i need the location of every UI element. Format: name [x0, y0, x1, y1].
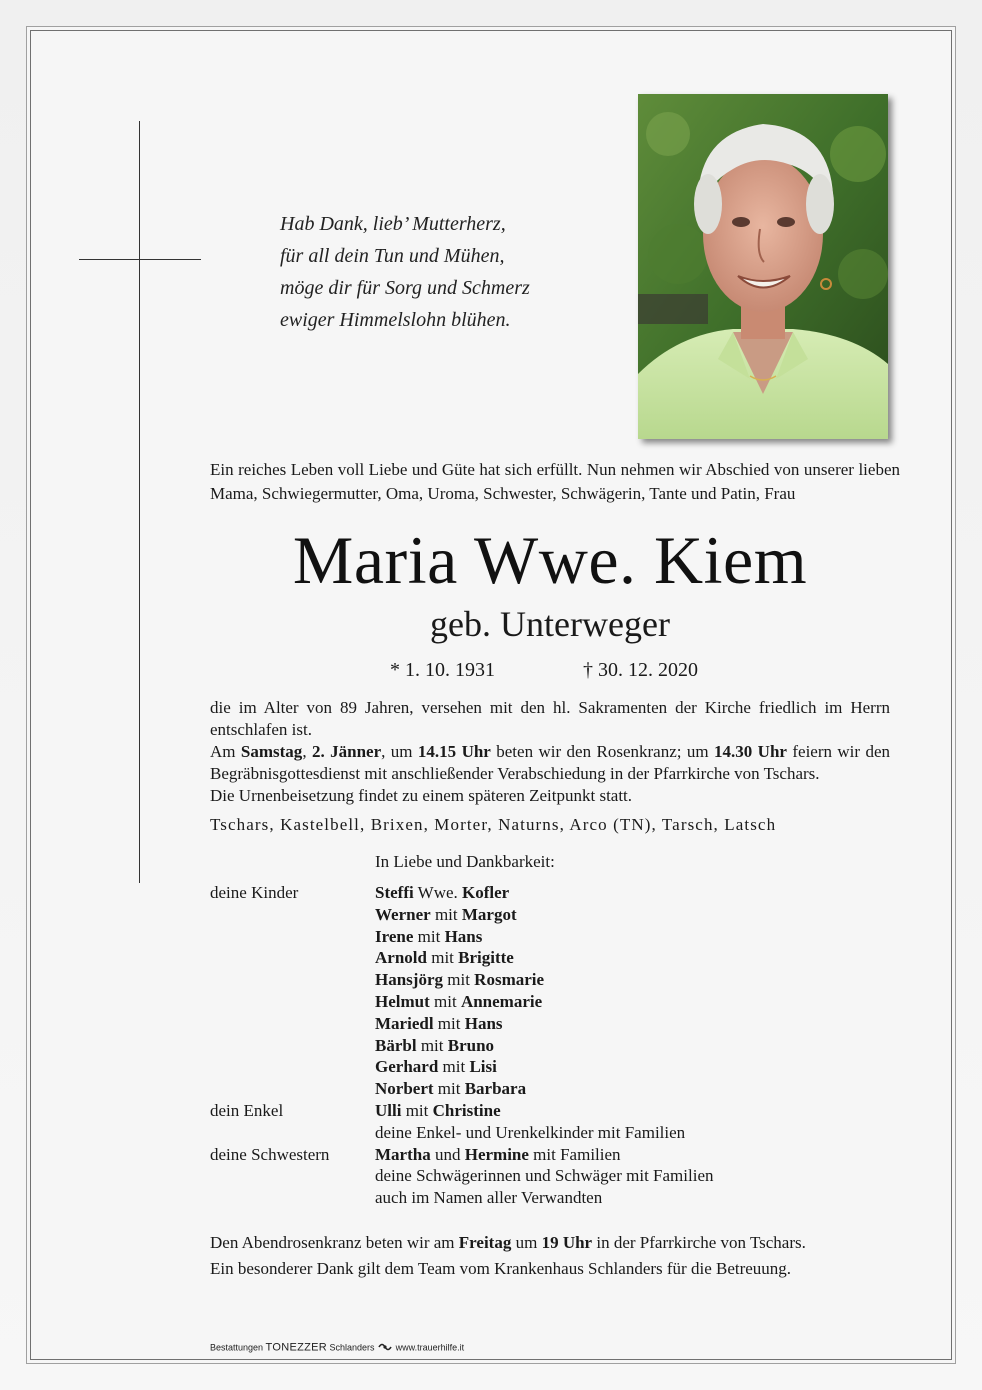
family-member-text: mit — [401, 1100, 433, 1120]
family-member-text: mit — [429, 991, 461, 1011]
text-fragment: feiern wir den Begräbnisgottesdienst mit anschließender Verabschiedung in der Pfarrkirche von Tschars. — [210, 742, 891, 783]
family-member-text: mit — [416, 1035, 448, 1055]
family-member — [375, 947, 714, 969]
age-sentence: die im Alter von 89 Jahren, versehen mit den hl. Sakramenten der Kirche friedlich im Herrn entschlafen ist. — [210, 698, 890, 739]
relation-children: deine Kinder — [210, 883, 299, 902]
poem — [280, 208, 610, 336]
service-sentence — [210, 741, 890, 785]
family-member-name: Hans — [444, 926, 483, 946]
family-member-name: Norbert — [375, 1079, 434, 1099]
text-fragment: , um — [381, 742, 418, 761]
family-member-text: mit — [438, 1057, 470, 1077]
family-member — [375, 969, 714, 991]
family-member — [375, 1100, 714, 1122]
family-member-text: und — [430, 1144, 465, 1164]
family-member — [375, 1056, 714, 1078]
text-fragment: um — [511, 1233, 542, 1252]
funeral-time: 14.30 Uhr — [714, 742, 787, 761]
rosary-evening-time: 19 Uhr — [541, 1233, 593, 1252]
death-date: † 30. 12. 2020 — [583, 659, 698, 681]
family-member-text: mit — [443, 970, 475, 990]
urn-sentence: Die Urnenbeisetzung findet zu einem späteren Zeitpunkt statt. — [210, 786, 633, 805]
family-member — [375, 1035, 714, 1057]
text-fragment: beten wir den Rosenkranz; um — [490, 742, 715, 761]
family-member — [375, 1122, 714, 1144]
family-member-text: auch im Namen aller Verwandten — [375, 1188, 603, 1208]
family-member-name: Christine — [432, 1100, 501, 1120]
family-member-name: Gerhard — [375, 1057, 439, 1077]
relation-grandchild: dein Enkel — [210, 1101, 284, 1120]
family-member-name: Ulli — [375, 1100, 402, 1120]
cross-icon-vertical — [139, 121, 140, 883]
rosary-time: 14.15 Uhr — [417, 742, 491, 761]
family-member-name: Margot — [461, 904, 517, 924]
poem-line: für all dein Tun und Mühen, — [280, 245, 505, 267]
family-member — [375, 882, 714, 904]
family-member-name: Hansjörg — [375, 970, 443, 990]
family-member-text: mit Familien — [528, 1144, 621, 1164]
family-member-text: mit — [430, 904, 462, 924]
family-member-name: Martha — [375, 1144, 431, 1164]
family-member-name: Bruno — [447, 1035, 495, 1055]
rosary-day: Freitag — [458, 1233, 512, 1252]
family-member-name: Hans — [464, 1013, 503, 1033]
family-member-text: deine Schwägerinnen und Schwäger mit Familien — [375, 1166, 714, 1186]
family-member — [375, 1187, 714, 1209]
family-list — [375, 882, 714, 1209]
family-member-name: Werner — [375, 904, 431, 924]
family-member-name: Lisi — [469, 1057, 497, 1077]
family-member-name: Brigitte — [458, 948, 514, 968]
footer-url[interactable]: www.trauerhilfe.it — [395, 1342, 465, 1353]
text-fragment: Den Abendrosenkranz beten wir am — [210, 1233, 459, 1252]
footer — [210, 1341, 464, 1355]
deceased-name: Maria Wwe. Kiem — [292, 522, 808, 598]
footer-prefix: Bestattungen — [210, 1342, 266, 1353]
poem-line: Hab Dank, lieb’ Mutterherz, — [280, 213, 506, 235]
cross-icon-horizontal — [79, 259, 201, 260]
text-fragment: , — [302, 742, 312, 761]
family-member — [375, 904, 714, 926]
service-date: 2. Jänner — [311, 742, 382, 761]
family-member — [375, 991, 714, 1013]
portrait-photo — [638, 94, 888, 439]
family-member-text: mit — [413, 926, 445, 946]
family-member-text: mit — [433, 1079, 465, 1099]
family-member — [375, 926, 714, 948]
family-member — [375, 1078, 714, 1100]
family-member-name: Barbara — [464, 1079, 527, 1099]
relation-sisters: deine Schwestern — [210, 1145, 330, 1164]
closing-text — [210, 1230, 900, 1282]
maiden-name: geb. Unterweger — [430, 604, 670, 644]
service-details — [210, 697, 890, 807]
birth-date: * 1. 10. 1931 — [390, 659, 495, 681]
service-day: Samstag — [240, 742, 303, 761]
family-member-name: Rosmarie — [474, 970, 545, 990]
family-member-name: Irene — [375, 926, 414, 946]
family-member-text: Wwe. — [413, 883, 463, 902]
closing-line-2: Ein besonderer Dank gilt dem Team vom Krankenhaus Schlanders für die Betreuung. — [210, 1259, 792, 1278]
family-member-name: Helmut — [375, 991, 430, 1011]
text-fragment: Am — [210, 742, 241, 761]
intro-text: Ein reiches Leben voll Liebe und Güte hat sich erfüllt. Nun nehmen wir Abschied von unserer lieben Mama, Schwiegermutter, Oma, Uroma, Schwester, Schwägerin, Tante und Patin, Frau — [210, 460, 900, 503]
family-member-text: mit — [426, 948, 459, 968]
poem-line: möge dir für Sorg und Schmerz — [280, 277, 530, 299]
family-member-text: mit — [433, 1013, 465, 1033]
family-member — [375, 1144, 714, 1166]
family-member-name: Mariedl — [375, 1013, 434, 1033]
footer-suffix: Schlanders — [327, 1342, 375, 1353]
family-member-name: Bärbl — [375, 1035, 417, 1055]
thanks-heading: In Liebe und Dankbarkeit: — [375, 852, 555, 871]
family-member-name: Arnold — [375, 948, 427, 968]
closing-line-1 — [210, 1230, 900, 1256]
family-member — [375, 1165, 714, 1187]
family-member-name: Hermine — [464, 1144, 529, 1164]
family-member-name: Annemarie — [460, 991, 543, 1011]
family-member-text: deine Enkel- und Urenkelkinder mit Familien — [375, 1122, 686, 1142]
poem-line: ewiger Himmelslohn blühen. — [280, 309, 511, 331]
family-member — [375, 1013, 714, 1035]
places-list: Tschars, Kastelbell, Brixen, Morter, Naturns, Arco (TN), Tarsch, Latsch — [210, 815, 777, 834]
family-member-name: Kofler — [462, 883, 510, 902]
text-fragment: in der Pfarrkirche von Tschars. — [592, 1233, 806, 1252]
footer-brand: TONEZZER — [265, 1341, 328, 1354]
trauerhilfe-logo-icon — [377, 1341, 393, 1355]
family-member-name: Steffi — [375, 883, 414, 902]
